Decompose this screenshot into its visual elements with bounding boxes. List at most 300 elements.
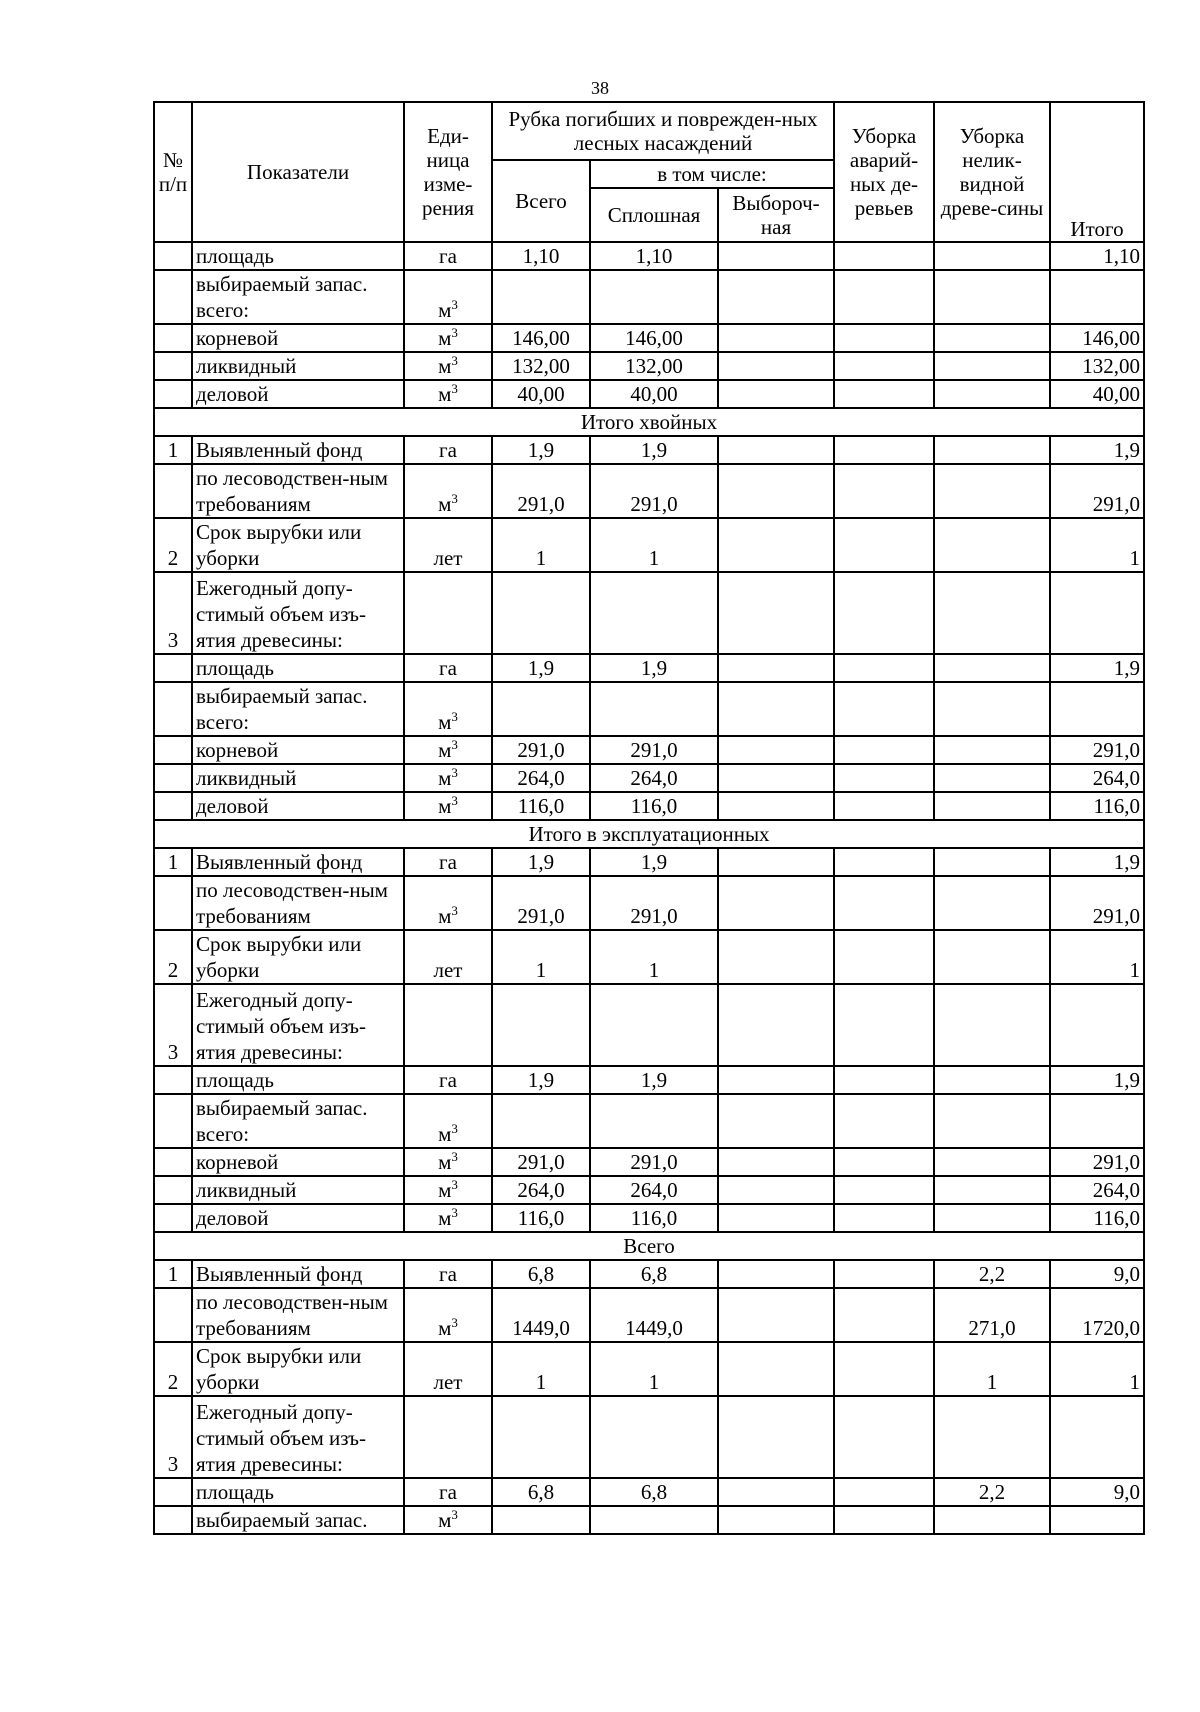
value-clear: 1,9 xyxy=(590,436,718,464)
value-clear xyxy=(590,1094,718,1148)
value-emergency xyxy=(834,1260,934,1288)
unit-text: га xyxy=(439,438,457,462)
value-emergency xyxy=(834,736,934,764)
row-number xyxy=(154,1204,192,1232)
table-row xyxy=(154,930,1144,984)
value-selective xyxy=(718,518,834,572)
unit-superscript: 3 xyxy=(451,353,458,368)
unit-text: м xyxy=(438,738,452,762)
value-clear xyxy=(590,1506,718,1534)
value-selective xyxy=(718,464,834,518)
table-row xyxy=(154,270,1144,324)
value-clear: 1449,0 xyxy=(590,1288,718,1342)
row-number: 2 xyxy=(154,930,192,984)
value-total xyxy=(492,270,590,324)
value-selective xyxy=(718,736,834,764)
section-row xyxy=(154,408,1144,436)
row-label: Выявленный фонд xyxy=(192,848,404,876)
row-unit xyxy=(404,848,492,876)
value-sum: 264,0 xyxy=(1050,1176,1144,1204)
value-clear: 116,0 xyxy=(590,1204,718,1232)
unit-superscript: 3 xyxy=(451,1205,458,1220)
row-number: 1 xyxy=(154,848,192,876)
row-number xyxy=(154,792,192,820)
value-emergency xyxy=(834,242,934,270)
row-unit xyxy=(404,1094,492,1148)
row-number xyxy=(154,654,192,682)
value-clear: 1 xyxy=(590,518,718,572)
value-emergency xyxy=(834,1506,934,1534)
value-emergency xyxy=(834,1342,934,1396)
header-selective: Выбороч-ная xyxy=(718,188,834,242)
value-illiquid xyxy=(934,984,1050,1066)
value-illiquid xyxy=(934,352,1050,380)
row-label: деловой xyxy=(192,380,404,408)
table-row xyxy=(154,654,1144,682)
value-total: 264,0 xyxy=(492,1176,590,1204)
section-title: Итого в эксплуатационных xyxy=(154,820,1144,848)
row-label: ликвидный xyxy=(192,352,404,380)
table-row xyxy=(154,1204,1144,1232)
page-number: 38 xyxy=(591,78,609,98)
forest-table xyxy=(153,101,1145,1535)
value-illiquid xyxy=(934,1204,1050,1232)
value-emergency xyxy=(834,270,934,324)
value-clear: 1,9 xyxy=(590,654,718,682)
row-number xyxy=(154,270,192,324)
table-row xyxy=(154,464,1144,518)
value-total xyxy=(492,1094,590,1148)
unit-text: лет xyxy=(433,958,463,982)
value-selective xyxy=(718,352,834,380)
header-emergency: Уборка аварий-ных де-ревьев xyxy=(834,102,934,242)
value-sum: 264,0 xyxy=(1050,764,1144,792)
table-row xyxy=(154,1396,1144,1478)
value-sum: 291,0 xyxy=(1050,736,1144,764)
row-number xyxy=(154,1288,192,1342)
row-unit xyxy=(404,1260,492,1288)
row-label: ликвидный xyxy=(192,1176,404,1204)
row-label: ликвидный xyxy=(192,764,404,792)
unit-superscript: 3 xyxy=(451,793,458,808)
unit-superscript: 3 xyxy=(451,1507,458,1522)
value-emergency xyxy=(834,1066,934,1094)
value-illiquid xyxy=(934,736,1050,764)
value-clear: 6,8 xyxy=(590,1478,718,1506)
row-label: деловой xyxy=(192,792,404,820)
row-number: 2 xyxy=(154,1342,192,1396)
value-total: 1449,0 xyxy=(492,1288,590,1342)
row-label: выбираемый запас. всего: xyxy=(192,270,404,324)
value-total: 264,0 xyxy=(492,764,590,792)
unit-text: га xyxy=(439,1262,457,1286)
unit-superscript: 3 xyxy=(451,1315,458,1330)
value-clear: 116,0 xyxy=(590,792,718,820)
value-selective xyxy=(718,1094,834,1148)
value-selective xyxy=(718,876,834,930)
value-sum: 1720,0 xyxy=(1050,1288,1144,1342)
row-label: выбираемый запас. всего: xyxy=(192,682,404,736)
table-row xyxy=(154,436,1144,464)
value-total: 1,9 xyxy=(492,1066,590,1094)
table-row xyxy=(154,1260,1144,1288)
row-number xyxy=(154,876,192,930)
value-selective xyxy=(718,1176,834,1204)
value-sum xyxy=(1050,984,1144,1066)
unit-text: га xyxy=(439,244,457,268)
row-number: 3 xyxy=(154,984,192,1066)
value-illiquid xyxy=(934,848,1050,876)
value-sum xyxy=(1050,270,1144,324)
value-illiquid xyxy=(934,1094,1050,1148)
value-sum: 116,0 xyxy=(1050,792,1144,820)
unit-text: м xyxy=(438,298,452,322)
table-row xyxy=(154,1288,1144,1342)
unit-superscript: 3 xyxy=(451,381,458,396)
table-row xyxy=(154,242,1144,270)
value-sum: 1,10 xyxy=(1050,242,1144,270)
value-emergency xyxy=(834,324,934,352)
row-label: деловой xyxy=(192,1204,404,1232)
row-number xyxy=(154,1148,192,1176)
row-number: 1 xyxy=(154,436,192,464)
row-label: корневой xyxy=(192,1148,404,1176)
value-sum: 40,00 xyxy=(1050,380,1144,408)
row-unit xyxy=(404,380,492,408)
row-unit xyxy=(404,876,492,930)
unit-superscript: 3 xyxy=(451,325,458,340)
row-label: выбираемый запас. всего: xyxy=(192,1094,404,1148)
row-unit xyxy=(404,654,492,682)
value-emergency xyxy=(834,464,934,518)
value-total: 291,0 xyxy=(492,736,590,764)
row-unit xyxy=(404,1204,492,1232)
row-label: по лесоводствен-ным требованиям xyxy=(192,876,404,930)
unit-text: м xyxy=(438,766,452,790)
value-selective xyxy=(718,1396,834,1478)
row-number xyxy=(154,380,192,408)
table-row xyxy=(154,792,1144,820)
row-number xyxy=(154,1094,192,1148)
value-illiquid xyxy=(934,682,1050,736)
value-illiquid xyxy=(934,1396,1050,1478)
table-row xyxy=(154,1176,1144,1204)
table-row xyxy=(154,764,1144,792)
row-number xyxy=(154,464,192,518)
row-unit xyxy=(404,1288,492,1342)
value-clear: 291,0 xyxy=(590,1148,718,1176)
value-sum: 1 xyxy=(1050,930,1144,984)
value-sum: 1,9 xyxy=(1050,848,1144,876)
row-label: Срок вырубки или уборки xyxy=(192,930,404,984)
value-emergency xyxy=(834,518,934,572)
value-illiquid: 271,0 xyxy=(934,1288,1050,1342)
row-number xyxy=(154,764,192,792)
table-row xyxy=(154,518,1144,572)
unit-superscript: 3 xyxy=(451,737,458,752)
table-row xyxy=(154,1094,1144,1148)
value-sum xyxy=(1050,1506,1144,1534)
row-label: корневой xyxy=(192,736,404,764)
unit-text: м xyxy=(438,710,452,734)
value-illiquid xyxy=(934,324,1050,352)
value-emergency xyxy=(834,1396,934,1478)
value-selective xyxy=(718,270,834,324)
value-illiquid xyxy=(934,764,1050,792)
row-unit xyxy=(404,1506,492,1534)
value-total: 132,00 xyxy=(492,352,590,380)
unit-text: га xyxy=(439,656,457,680)
row-unit xyxy=(404,1148,492,1176)
row-unit xyxy=(404,930,492,984)
value-emergency xyxy=(834,876,934,930)
value-selective xyxy=(718,324,834,352)
unit-text: м xyxy=(438,326,452,350)
unit-text: га xyxy=(439,1068,457,1092)
row-unit xyxy=(404,1396,492,1478)
row-label: Срок вырубки или уборки xyxy=(192,1342,404,1396)
table-row xyxy=(154,1342,1144,1396)
value-selective xyxy=(718,984,834,1066)
value-clear: 264,0 xyxy=(590,1176,718,1204)
value-total: 1,10 xyxy=(492,242,590,270)
table-row xyxy=(154,848,1144,876)
table-row xyxy=(154,1478,1144,1506)
value-total: 146,00 xyxy=(492,324,590,352)
row-number xyxy=(154,1176,192,1204)
row-unit xyxy=(404,682,492,736)
value-clear: 132,00 xyxy=(590,352,718,380)
value-sum: 291,0 xyxy=(1050,876,1144,930)
row-number: 3 xyxy=(154,572,192,654)
value-clear xyxy=(590,1396,718,1478)
value-selective xyxy=(718,1342,834,1396)
value-illiquid xyxy=(934,572,1050,654)
value-total: 6,8 xyxy=(492,1478,590,1506)
row-unit xyxy=(404,270,492,324)
table-body xyxy=(154,242,1144,1534)
value-sum: 116,0 xyxy=(1050,1204,1144,1232)
value-sum: 9,0 xyxy=(1050,1478,1144,1506)
value-total xyxy=(492,572,590,654)
value-selective xyxy=(718,1204,834,1232)
unit-text: м xyxy=(438,1150,452,1174)
value-total: 291,0 xyxy=(492,464,590,518)
value-selective xyxy=(718,436,834,464)
value-sum: 132,00 xyxy=(1050,352,1144,380)
value-illiquid xyxy=(934,1506,1050,1534)
row-unit xyxy=(404,464,492,518)
unit-superscript: 3 xyxy=(451,765,458,780)
row-unit xyxy=(404,764,492,792)
value-sum xyxy=(1050,1094,1144,1148)
row-unit xyxy=(404,1066,492,1094)
value-illiquid xyxy=(934,1066,1050,1094)
value-selective xyxy=(718,682,834,736)
value-illiquid xyxy=(934,654,1050,682)
unit-superscript: 3 xyxy=(451,709,458,724)
row-label: выбираемый запас. xyxy=(192,1506,404,1534)
row-number xyxy=(154,1066,192,1094)
value-clear: 146,00 xyxy=(590,324,718,352)
value-total: 116,0 xyxy=(492,792,590,820)
value-total xyxy=(492,682,590,736)
value-sum: 1,9 xyxy=(1050,1066,1144,1094)
unit-text: лет xyxy=(433,546,463,570)
table-row xyxy=(154,984,1144,1066)
value-selective xyxy=(718,764,834,792)
value-clear xyxy=(590,682,718,736)
header-unit: Еди-ница изме-рения xyxy=(404,102,492,242)
row-unit xyxy=(404,792,492,820)
value-total xyxy=(492,1506,590,1534)
row-unit xyxy=(404,1176,492,1204)
value-emergency xyxy=(834,1176,934,1204)
table-row xyxy=(154,380,1144,408)
value-illiquid: 2,2 xyxy=(934,1260,1050,1288)
value-clear: 1,9 xyxy=(590,848,718,876)
unit-text: м xyxy=(438,904,452,928)
value-illiquid xyxy=(934,792,1050,820)
row-unit xyxy=(404,1342,492,1396)
value-sum xyxy=(1050,1396,1144,1478)
row-number xyxy=(154,736,192,764)
value-total: 6,8 xyxy=(492,1260,590,1288)
value-emergency xyxy=(834,764,934,792)
unit-text: м xyxy=(438,492,452,516)
row-number xyxy=(154,324,192,352)
value-sum: 1 xyxy=(1050,1342,1144,1396)
section-row xyxy=(154,820,1144,848)
value-clear: 1 xyxy=(590,930,718,984)
value-total: 1,9 xyxy=(492,848,590,876)
value-illiquid xyxy=(934,270,1050,324)
value-total: 1 xyxy=(492,1342,590,1396)
row-label: площадь xyxy=(192,654,404,682)
value-total: 1 xyxy=(492,518,590,572)
row-label: площадь xyxy=(192,1066,404,1094)
row-label: Ежегодный допу-стимый объем изъ-ятия древесины: xyxy=(192,984,404,1066)
table-row xyxy=(154,324,1144,352)
unit-text: м xyxy=(438,354,452,378)
row-unit xyxy=(404,324,492,352)
header-sum: Итого xyxy=(1050,102,1144,242)
row-number xyxy=(154,352,192,380)
row-label: площадь xyxy=(192,1478,404,1506)
value-emergency xyxy=(834,380,934,408)
value-emergency xyxy=(834,1288,934,1342)
value-emergency xyxy=(834,792,934,820)
value-illiquid xyxy=(934,930,1050,984)
row-unit xyxy=(404,572,492,654)
row-number xyxy=(154,1478,192,1506)
unit-superscript: 3 xyxy=(451,1121,458,1136)
value-illiquid xyxy=(934,1148,1050,1176)
value-total: 291,0 xyxy=(492,876,590,930)
table-row xyxy=(154,876,1144,930)
header-illiquid: Уборка нелик-видной древе-сины xyxy=(934,102,1050,242)
value-clear: 1 xyxy=(590,1342,718,1396)
table-row xyxy=(154,1148,1144,1176)
value-illiquid xyxy=(934,518,1050,572)
table-header xyxy=(154,102,1144,242)
value-total xyxy=(492,984,590,1066)
row-unit xyxy=(404,352,492,380)
value-sum xyxy=(1050,682,1144,736)
value-selective xyxy=(718,1260,834,1288)
value-clear xyxy=(590,984,718,1066)
value-emergency xyxy=(834,654,934,682)
row-label: Выявленный фонд xyxy=(192,436,404,464)
value-emergency xyxy=(834,930,934,984)
section-title: Всего xyxy=(154,1232,1144,1260)
value-sum xyxy=(1050,572,1144,654)
value-emergency xyxy=(834,682,934,736)
value-emergency xyxy=(834,436,934,464)
row-number: 1 xyxy=(154,1260,192,1288)
row-unit xyxy=(404,736,492,764)
table-row xyxy=(154,352,1144,380)
value-illiquid xyxy=(934,242,1050,270)
unit-text: м xyxy=(438,1178,452,1202)
row-label: площадь xyxy=(192,242,404,270)
value-total: 1,9 xyxy=(492,654,590,682)
header-group: Рубка погибших и поврежден-ных лесных насаждений xyxy=(492,102,834,160)
value-clear: 1,9 xyxy=(590,1066,718,1094)
row-number xyxy=(154,682,192,736)
value-emergency xyxy=(834,1478,934,1506)
value-total xyxy=(492,1396,590,1478)
value-illiquid xyxy=(934,464,1050,518)
row-unit xyxy=(404,436,492,464)
value-clear: 291,0 xyxy=(590,736,718,764)
row-number: 2 xyxy=(154,518,192,572)
unit-superscript: 3 xyxy=(451,1177,458,1192)
value-selective xyxy=(718,242,834,270)
value-sum: 1 xyxy=(1050,518,1144,572)
value-selective xyxy=(718,1478,834,1506)
value-selective xyxy=(718,1506,834,1534)
row-label: Выявленный фонд xyxy=(192,1260,404,1288)
table-row xyxy=(154,682,1144,736)
value-selective xyxy=(718,1288,834,1342)
value-illiquid xyxy=(934,436,1050,464)
value-sum: 291,0 xyxy=(1050,1148,1144,1176)
row-label: Срок вырубки или уборки xyxy=(192,518,404,572)
row-unit xyxy=(404,1478,492,1506)
unit-text: м xyxy=(438,1122,452,1146)
section-title: Итого хвойных xyxy=(154,408,1144,436)
unit-text: м xyxy=(438,1316,452,1340)
value-selective xyxy=(718,380,834,408)
row-unit xyxy=(404,984,492,1066)
unit-text: м xyxy=(438,382,452,406)
unit-text: м xyxy=(438,1206,452,1230)
value-selective xyxy=(718,1148,834,1176)
header-incl: в том числе: xyxy=(590,160,834,188)
unit-text: га xyxy=(439,1480,457,1504)
table-row xyxy=(154,1066,1144,1094)
header-num: № п/п xyxy=(154,102,192,242)
value-emergency xyxy=(834,352,934,380)
value-selective xyxy=(718,930,834,984)
value-sum: 291,0 xyxy=(1050,464,1144,518)
section-row xyxy=(154,1232,1144,1260)
table-row xyxy=(154,736,1144,764)
value-emergency xyxy=(834,1148,934,1176)
value-sum: 9,0 xyxy=(1050,1260,1144,1288)
unit-text: м xyxy=(438,794,452,818)
